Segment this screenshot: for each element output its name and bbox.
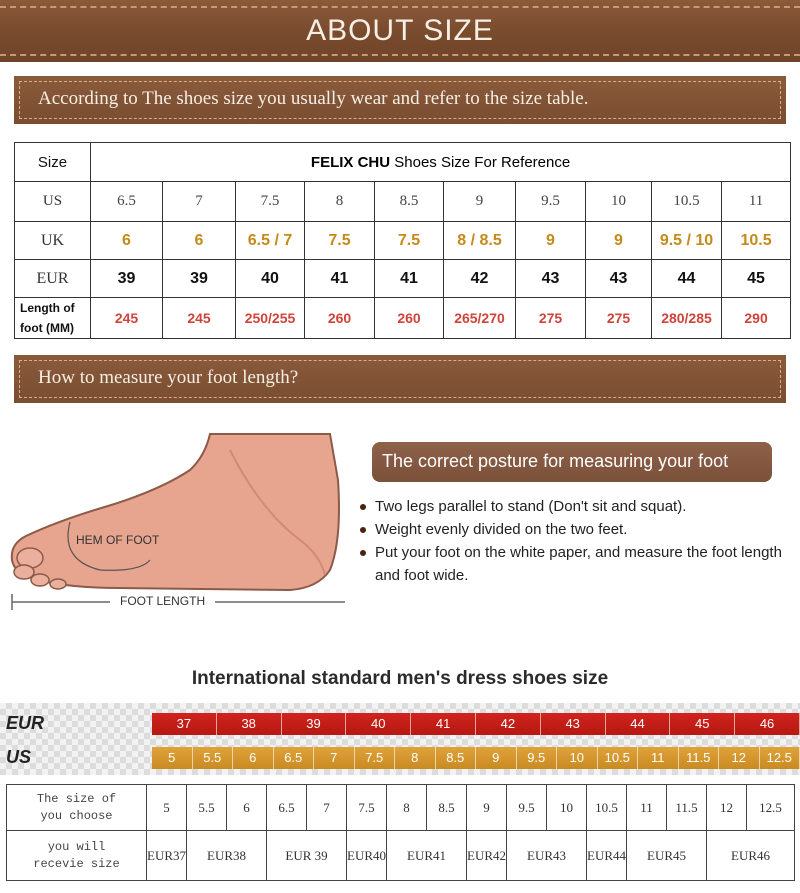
toe-shape (31, 574, 49, 586)
us-cell: 11 (722, 182, 791, 222)
choose-cell: 7 (307, 785, 347, 831)
conversion-table (6, 784, 795, 881)
row-label-eur: EUR (15, 260, 91, 298)
eur-ribbon-cell: 41 (411, 713, 476, 735)
eur-ribbon-cell: 40 (346, 713, 411, 735)
us-cell: 6.5 (91, 182, 163, 222)
choose-cell: 6.5 (267, 785, 307, 831)
eur-cell: 39 (91, 260, 163, 298)
receive-cell: EUR45 (627, 831, 707, 881)
uk-cell: 9.5 / 10 (652, 222, 722, 260)
section-bar-label: How to measure your foot length? (38, 367, 299, 388)
choose-cell: 10.5 (587, 785, 627, 831)
us-ribbon-cell: 8 (395, 747, 436, 769)
us-ribbon-cell: 12 (719, 747, 760, 769)
uk-cell: 9 (516, 222, 586, 260)
eur-ribbon-cell: 39 (282, 713, 347, 735)
section-bar-size-table (14, 76, 786, 124)
row-label-line: you choose (40, 808, 113, 823)
choose-cell: 9 (467, 785, 507, 831)
row-label-line: The size of (36, 791, 117, 806)
us-cell: 10 (586, 182, 652, 222)
eur-ribbon-cell: 43 (541, 713, 606, 735)
row-label-foot-length (15, 298, 91, 339)
receive-cell: EUR 39 (267, 831, 347, 881)
us-cell: 10.5 (652, 182, 722, 222)
size-table (14, 142, 791, 339)
eur-ribbon-cell: 46 (735, 713, 800, 735)
choose-cell: 5.5 (187, 785, 227, 831)
bullet-item: Weight evenly divided on the two feet. (358, 518, 798, 541)
us-ribbon-cell: 5.5 (193, 747, 234, 769)
us-ribbon-cell: 9.5 (517, 747, 558, 769)
foot-length-cell: 245 (163, 298, 236, 339)
us-cell: 7.5 (236, 182, 305, 222)
receive-cell: EUR38 (187, 831, 267, 881)
us-ribbon-cell: 6.5 (274, 747, 315, 769)
foot-length-cell: 260 (375, 298, 444, 339)
eur-cell: 40 (236, 260, 305, 298)
choose-cell: 5 (147, 785, 187, 831)
choose-cell: 9.5 (507, 785, 547, 831)
us-ribbon-cell: 11.5 (679, 747, 720, 769)
conversion-row-receive (7, 831, 795, 881)
uk-cell: 8 / 8.5 (444, 222, 516, 260)
posture-title-box (372, 442, 772, 482)
us-ribbon-cell: 7.5 (355, 747, 396, 769)
us-cell: 9 (444, 182, 516, 222)
eur-ribbon-cell: 44 (606, 713, 671, 735)
size-table-row-uk (15, 222, 791, 260)
us-cell: 9.5 (516, 182, 586, 222)
eur-cell: 41 (375, 260, 444, 298)
row-label-uk: UK (15, 222, 91, 260)
stitch-line (0, 54, 800, 56)
receive-cell: EUR42 (467, 831, 507, 881)
eur-cell: 44 (652, 260, 722, 298)
eur-ribbon (152, 713, 800, 735)
foot-length-label: FOOT LENGTH (120, 594, 206, 608)
receive-cell: EUR46 (707, 831, 795, 881)
header-banner (0, 0, 800, 62)
eur-cell: 43 (516, 260, 586, 298)
eur-cell: 41 (305, 260, 375, 298)
receive-cell: EUR40 (347, 831, 387, 881)
us-ribbon-label: US (6, 747, 32, 767)
choose-cell: 8.5 (427, 785, 467, 831)
us-ribbon-cell: 9 (476, 747, 517, 769)
eur-cell: 39 (163, 260, 236, 298)
uk-cell: 9 (586, 222, 652, 260)
size-table-header-row (15, 143, 791, 182)
bullet-item: Two legs parallel to stand (Don't sit and squat). (358, 495, 798, 518)
uk-cell: 6.5 / 7 (236, 222, 305, 260)
foot-length-cell: 250/255 (236, 298, 305, 339)
row-label-line: you will (47, 839, 106, 854)
bullet-item: Put your foot on the white paper, and measure the foot length and foot wide. (358, 541, 798, 587)
size-table-row-us (15, 182, 791, 222)
eur-ribbon-cell: 38 (217, 713, 282, 735)
intl-title: International standard men's dress shoes size (191, 668, 609, 689)
section-bar-label: According to The shoes size you usually wear and refer to the size table. (38, 88, 589, 109)
foot-length-cell: 245 (91, 298, 163, 339)
conversion-row-choose (7, 785, 795, 831)
size-table-row-foot-length (15, 298, 791, 339)
foot-length-cell: 290 (722, 298, 791, 339)
us-ribbon-cell: 10 (557, 747, 598, 769)
row-label-receive (7, 831, 147, 881)
us-ribbon-cell: 11 (638, 747, 679, 769)
us-ribbon-cell: 10.5 (598, 747, 639, 769)
foot-length-cell: 260 (305, 298, 375, 339)
choose-cell: 6 (227, 785, 267, 831)
foot-length-cell: 275 (516, 298, 586, 339)
row-label-line: Length of (20, 301, 75, 315)
size-table-heading-text: Shoes Size For Reference (390, 153, 571, 171)
size-table-corner: Size (15, 143, 91, 182)
brand-name: FELIX CHU (310, 153, 391, 171)
eur-ribbon-cell: 42 (476, 713, 541, 735)
eur-cell: 42 (444, 260, 516, 298)
choose-cell: 10 (547, 785, 587, 831)
foot-diagram (0, 420, 345, 620)
toe-shape (50, 579, 66, 589)
receive-cell: EUR44 (587, 831, 627, 881)
row-label-line: recevie size (33, 856, 120, 871)
choose-cell: 11 (627, 785, 667, 831)
posture-title: The correct posture for measuring your foot (382, 451, 729, 471)
choose-cell: 8 (387, 785, 427, 831)
choose-cell: 11.5 (667, 785, 707, 831)
eur-cell: 43 (586, 260, 652, 298)
eur-ribbon-cell: 45 (670, 713, 735, 735)
us-ribbon-cell: 6 (233, 747, 274, 769)
size-table-row-eur (15, 260, 791, 298)
posture-bullets (358, 495, 798, 587)
row-label-choose (7, 785, 147, 831)
us-ribbon-cell: 5 (152, 747, 193, 769)
stitch-line (0, 6, 800, 8)
us-cell: 8 (305, 182, 375, 222)
choose-cell: 7.5 (347, 785, 387, 831)
foot-illustration (0, 420, 345, 620)
us-cell: 8.5 (375, 182, 444, 222)
us-ribbon-cell: 12.5 (760, 747, 800, 769)
eur-cell: 45 (722, 260, 791, 298)
receive-cell: EUR43 (507, 831, 587, 881)
uk-cell: 6 (163, 222, 236, 260)
choose-cell: 12 (707, 785, 747, 831)
foot-shape (12, 434, 339, 590)
foot-length-cell: 280/285 (652, 298, 722, 339)
eur-ribbon-cell: 37 (152, 713, 217, 735)
us-ribbon-cell: 8.5 (436, 747, 477, 769)
size-table-heading (91, 143, 791, 182)
receive-cell: EUR41 (387, 831, 467, 881)
choose-cell: 12.5 (747, 785, 795, 831)
hem-of-foot-label: HEM OF FOOT (76, 533, 160, 547)
row-label-us: US (15, 182, 91, 222)
us-ribbon-cell: 7 (314, 747, 355, 769)
row-label-line: foot (MM) (20, 321, 74, 335)
us-ribbon (152, 747, 800, 769)
us-cell: 7 (163, 182, 236, 222)
uk-cell: 6 (91, 222, 163, 260)
uk-cell: 10.5 (722, 222, 791, 260)
receive-cell: EUR37 (147, 831, 187, 881)
eur-ribbon-label: EUR (6, 713, 45, 733)
foot-length-cell: 275 (586, 298, 652, 339)
section-bar-measure (14, 355, 786, 403)
uk-cell: 7.5 (305, 222, 375, 260)
uk-cell: 7.5 (375, 222, 444, 260)
foot-length-cell: 265/270 (444, 298, 516, 339)
toe-shape (14, 565, 34, 579)
page-title: ABOUT SIZE (306, 14, 494, 47)
